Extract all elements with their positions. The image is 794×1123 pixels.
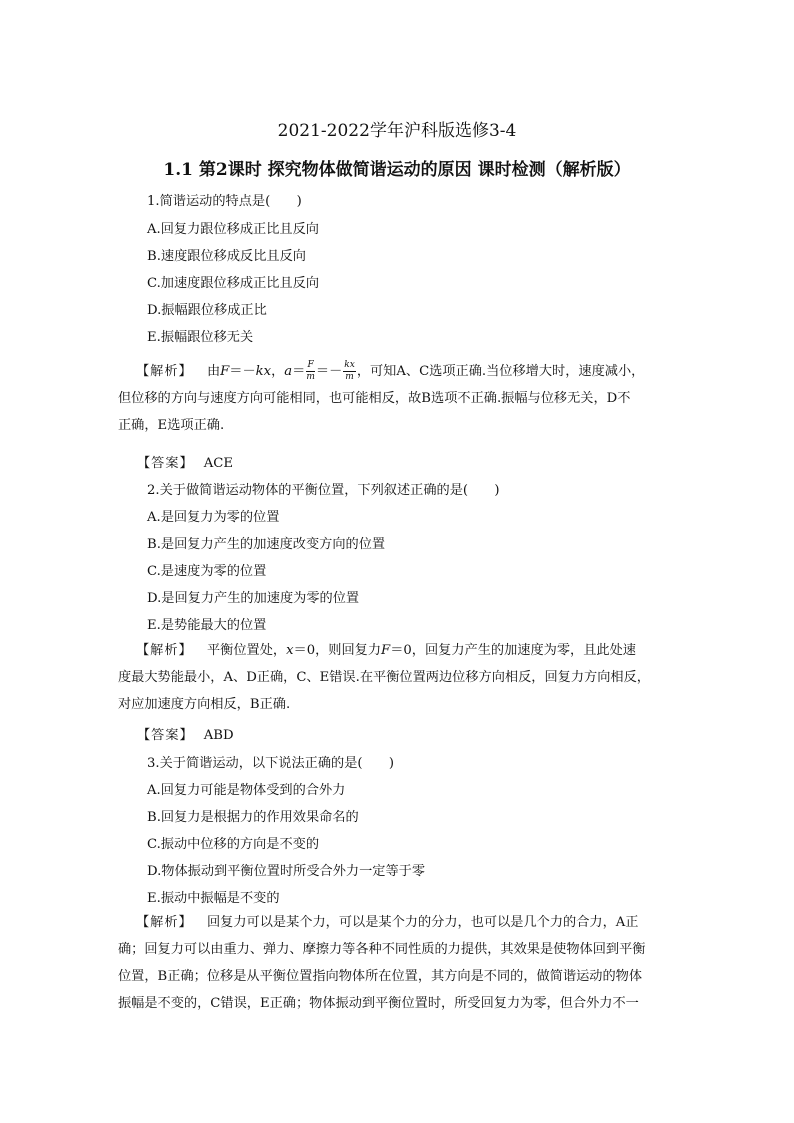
question-2-option-e: E.是势能最大的位置 [147, 618, 267, 633]
question-2-option-a: A.是回复力为零的位置 [147, 510, 280, 525]
question-3-stem: 3.关于简谐运动，以下说法正确的是( ) [147, 756, 395, 771]
question-1-option-c: C.加速度跟位移成正比且反向 [147, 276, 320, 291]
question-3-option-d: D.物体振动到平衡位置时所受合外力一定等于零 [147, 864, 426, 879]
question-2-analysis: 【解析】 平衡位置处，x＝0，则回复力F＝0，回复力产生的加速度为零，且此处速 度最大势能最小，A、D正确，C、E错误.在平衡位置两边位移方向相反，回复力方向相反， 对应加速度方向相反，B正确. [118, 643, 650, 712]
question-1-option-d: D.振幅跟位移成正比 [147, 303, 267, 318]
question-1-answer: 【答案】 ACE [137, 456, 233, 471]
answer-tag: 【答案】 [137, 456, 194, 471]
question-2-option-b: B.是回复力产生的加速度改变方向的位置 [147, 537, 386, 552]
document-subtitle: 1.1 第2课时 探究物体做简谐运动的原因 课时检测（解析版） [163, 160, 631, 180]
analysis-tag: 【解析】 [136, 915, 193, 930]
question-1-option-e: E.振幅跟位移无关 [147, 330, 254, 345]
fraction-f-over-m: $\frac{F}{m}$ [306, 360, 315, 382]
question-1-option-a: A.回复力跟位移成正比且反向 [147, 222, 319, 237]
question-2-stem: 2.关于做简谐运动物体的平衡位置，下列叙述正确的是( ) [147, 483, 500, 498]
answer-tag: 【答案】 [137, 728, 194, 743]
question-2-answer: 【答案】 ABD [137, 728, 234, 743]
question-1-stem: 1.简谐运动的特点是( ) [147, 194, 302, 209]
analysis-tag: 【解析】 [136, 364, 193, 379]
question-3-analysis: 【解析】 回复力可以是某个力，可以是某个力的分力，也可以是几个力的合力，A正 确；回复力可以由重力、弹力、摩擦力等各种不同性质的力提供，其效果是使物体回到平衡 位置，B正确；位移是从平衡位置指向物体所在位置，其方向是不同的，做简谐运动的物体 振幅是不变的，C错误，E正确；物体振动到平衡位置时，所受回复力为零，但合外力不一 [118, 915, 646, 1011]
question-3-option-b: B.回复力是根据力的作用效果命名的 [147, 810, 359, 825]
question-3-option-c: C.振动中位移的方向是不变的 [147, 837, 320, 852]
analysis-tag: 【解析】 [136, 643, 193, 658]
question-2-option-c: C.是速度为零的位置 [147, 564, 267, 579]
question-3-option-e: E.振动中振幅是不变的 [147, 891, 280, 906]
question-1-analysis: 【解析】 由F＝－kx，a＝ $\frac{F}{m}$ ＝－ $\frac{kx}{m}$ ，可知A、C选项正确.当位移增大时，速度减小， 但位移的方向与速度方向可能相同，也可能相反，故B选项不正确.振幅与位移无关，D不 正确，E选项正确. [118, 360, 645, 433]
fraction-kx-over-m: $\frac{kx}{m}$ [344, 360, 355, 382]
question-1-option-b: B.速度跟位移成反比且反向 [147, 249, 306, 264]
question-3-option-a: A.回复力可能是物体受到的合外力 [147, 783, 346, 798]
question-2-option-d: D.是回复力产生的加速度为零的位置 [147, 591, 360, 606]
document-title: 2021-2022学年沪科版选修3-4 [277, 121, 517, 141]
